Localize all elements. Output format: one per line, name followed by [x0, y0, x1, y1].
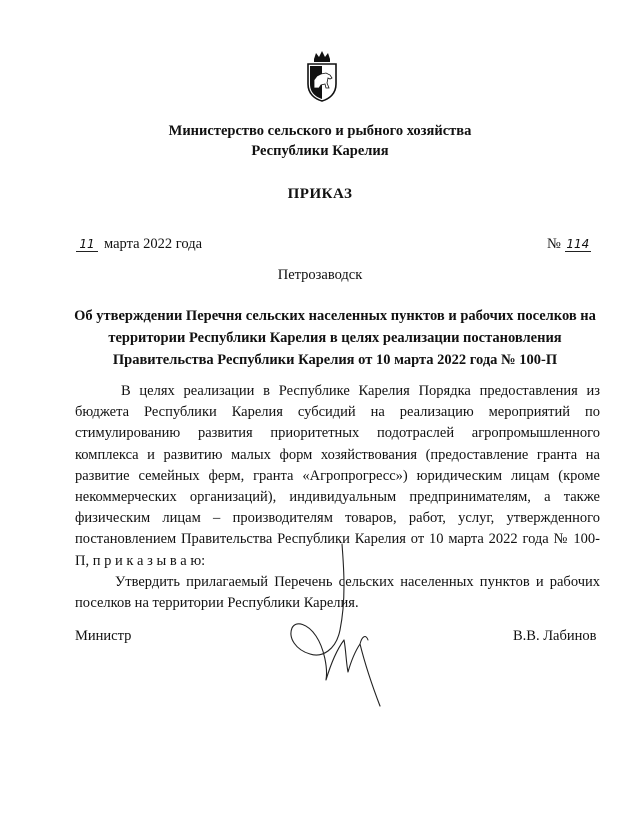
- subject-line-1: Об утверждении Перечня сельских населенных пунктов и рабочих поселков на: [74, 308, 596, 324]
- organization-line-1: Министерство сельского и рыбного хозяйства: [168, 123, 472, 139]
- organization-line-2: Республики Карелия: [251, 143, 389, 159]
- subject-line-2: территории Республики Карелия в целях реализации постановления: [108, 330, 562, 346]
- number-handwritten: 114: [566, 237, 590, 251]
- subject-line-3: Правительства Республики Карелия от 10 марта 2022 года № 100-П: [112, 352, 558, 368]
- signatory-name: В.В. Лабинов: [513, 628, 597, 644]
- number-symbol: №: [547, 236, 561, 252]
- document-type: ПРИКАЗ: [287, 186, 353, 202]
- handwritten-signature-icon: [282, 540, 392, 710]
- organization-name: [0, 121, 640, 161]
- signatory-title: Министр: [75, 628, 132, 644]
- body-paragraph: В целях реализации в Республике Карелия Порядка предоставления из бюджета Республики Карелия субсидий на реализацию мероприятий по стимулированию развития приоритетных подотраслей агропромышленного комплекса и развитию малых форм хозяйствования (предоставление гранта на развитие семейных ферм, гранта «Агропрогресс») юридическим лицам (кроме некоммерческих организаций), индивидуальным предпринимателям, а также физическим лицам – производителям товаров, работ, услуг, утвержденного постановлением Правительства Республики Карелия от 10 марта 2022 года № 100-П, п р и к а з ы в а ю:: [75, 383, 600, 569]
- order-number: [547, 236, 591, 253]
- order-date: [76, 236, 202, 253]
- city: Петрозаводск: [277, 267, 363, 283]
- date-day-handwritten: 11: [76, 238, 98, 252]
- karelia-coat-of-arms-icon: [305, 50, 339, 102]
- body-paragraph: Утвердить прилагаемый Перечень сельских населенных пунктов и рабочих поселков на территории Республики Карелия.: [75, 573, 600, 612]
- date-text: марта 2022 года: [104, 236, 203, 252]
- order-subject: [70, 305, 600, 371]
